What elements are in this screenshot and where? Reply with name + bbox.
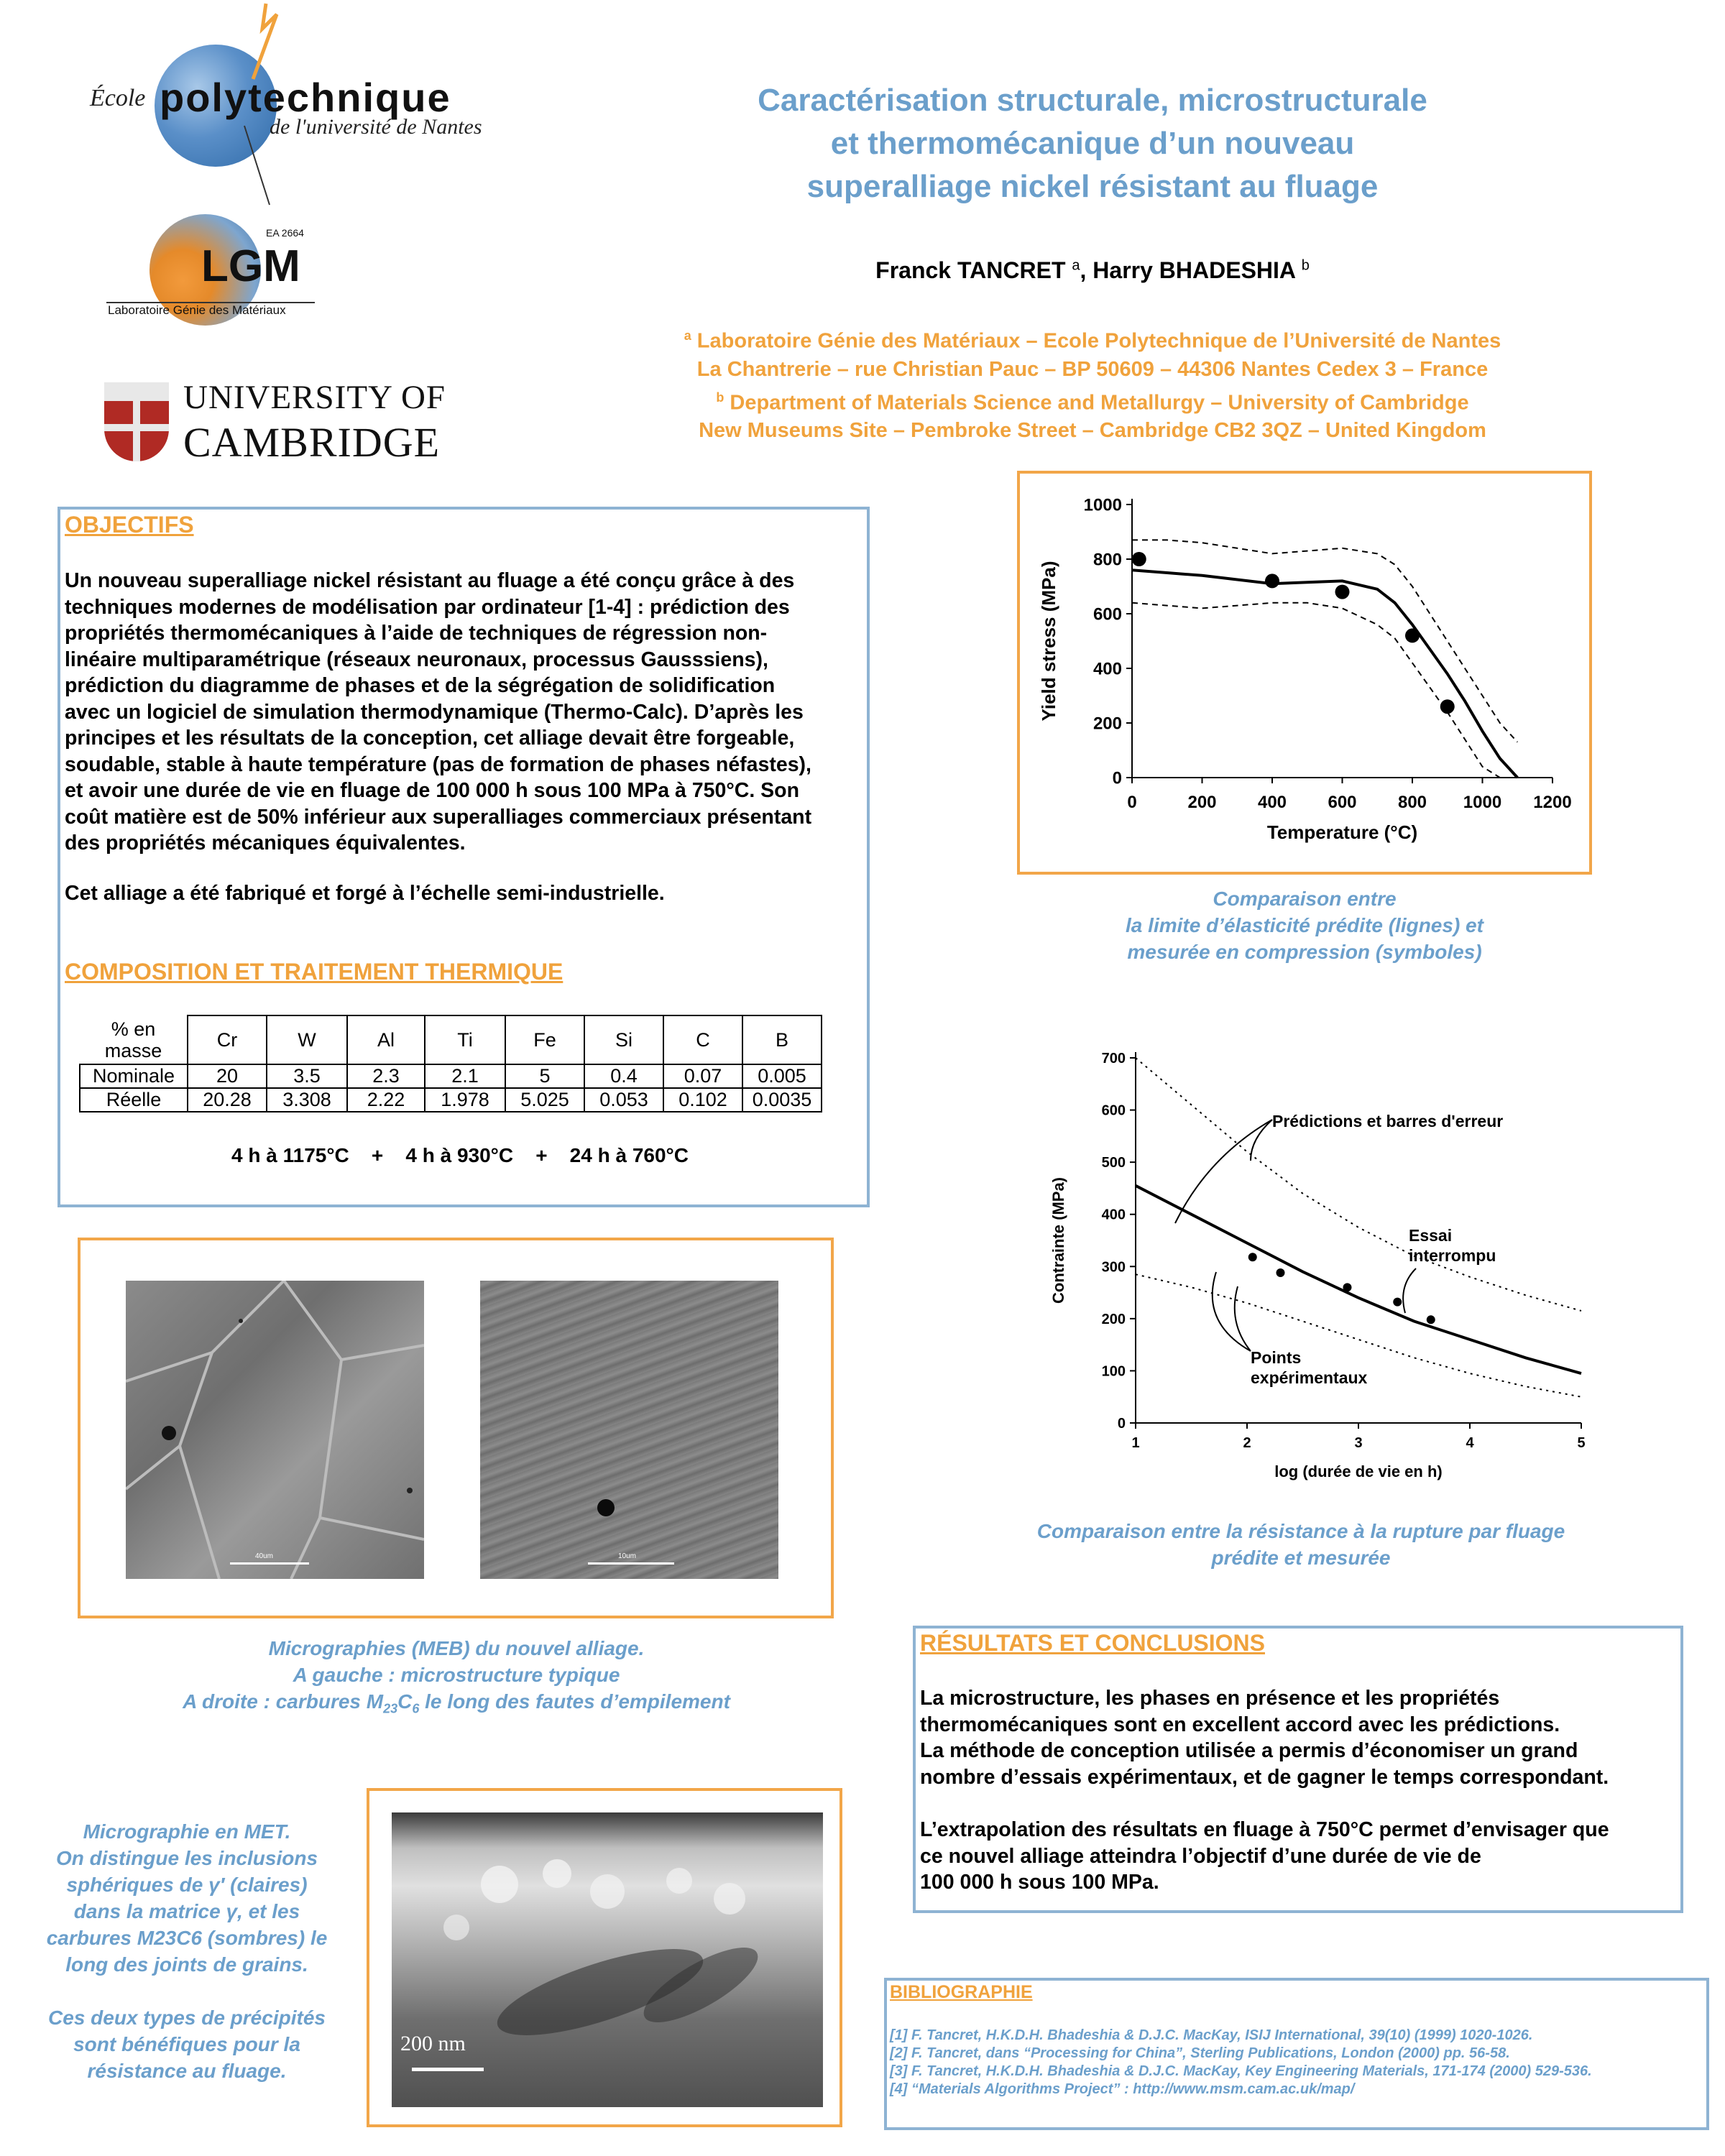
reference-item: [4] “Materials Algorithms Project” : http://www.msm.cam.ac.uk/map/ (890, 2081, 1355, 2097)
creep-rupture-chart (1035, 1035, 1596, 1495)
caption-line: long des joints de grains. (65, 1953, 308, 1976)
y-tick-label: 400 (1092, 659, 1122, 679)
caption-line: sont bénéfiques pour la (73, 2033, 300, 2055)
author-name: Franck TANCRET (875, 257, 1066, 283)
authors (647, 257, 1538, 284)
table-header-cell: B (742, 1015, 822, 1064)
text-line: L’extrapolation des résultats en fluage à 750°C permet d’envisager que (920, 1818, 1609, 1841)
y-tick-label: 1000 (1083, 495, 1122, 515)
scale-bar (412, 2068, 484, 2071)
annotation-essai: Essai (1409, 1226, 1453, 1245)
annotation-experimentaux: expérimentaux (1251, 1368, 1368, 1387)
x-tick-label: 400 (1257, 793, 1287, 812)
sem-micrograph-right (480, 1281, 778, 1579)
series-line-upper-bound (1136, 1058, 1581, 1311)
author-name: Harry BHADESHIA (1092, 257, 1295, 283)
x-tick-label: 2 (1243, 1435, 1251, 1451)
y-axis-label: Contrainte (MPa) (1049, 1177, 1067, 1304)
x-tick-label: 800 (1397, 793, 1427, 812)
y-tick-label: 200 (1092, 714, 1122, 734)
y-tick-label: 200 (1101, 1311, 1126, 1327)
annotation-interrompu: interrompu (1409, 1246, 1496, 1265)
text-line: thermomécaniques sont en excellent accord avec les prédictions. (920, 1713, 1560, 1736)
scale-label: 200 nm (400, 2032, 466, 2055)
lgm-logo-main: LGM (201, 241, 300, 291)
text-line: La méthode de conception utilisée a permis d’économiser un grand (920, 1739, 1578, 1762)
table-header-row (80, 1015, 822, 1064)
cambridge-shield-icon (104, 382, 169, 461)
data-point (1343, 1283, 1352, 1291)
table-cell: 0.005 (742, 1064, 822, 1088)
table-cell: 2.3 (347, 1064, 425, 1088)
text-line: des propriétés mécaniques équivalentes. (65, 831, 466, 854)
caption-line: A gauche : microstructure typique (293, 1664, 620, 1686)
author-sup: b (1301, 257, 1310, 274)
yield-stress-chart (1021, 474, 1588, 871)
yield-chart-caption (1028, 885, 1581, 965)
heat-treatment: 4 h à 1175°C + 4 h à 930°C + 24 h à 760°C (231, 1144, 689, 1166)
affiliation-line: $^a$ Laboratoire Génie des Matériaux – Ecole Polytechnique de l’Université de Nantes (684, 328, 1501, 353)
caption-line: sphériques de γ′ (claires) (66, 1874, 308, 1896)
resultats-title: RÉSULTATS ET CONCLUSIONS (920, 1630, 1265, 1656)
series-line-prediction (1136, 1186, 1581, 1373)
data-point (1276, 1268, 1285, 1277)
table-header-first: % en masse (80, 1015, 188, 1064)
data-point (1248, 1253, 1257, 1261)
x-tick-label: 1200 (1533, 793, 1572, 812)
table-cell: 2.1 (425, 1064, 505, 1088)
sem-caption (108, 1635, 805, 1723)
data-point (1335, 585, 1350, 599)
objectifs-title: OBJECTIFS (65, 512, 194, 538)
text-line: 100 000 h sous 100 MPa. (920, 1871, 1159, 1894)
y-tick-label: 400 (1101, 1207, 1126, 1223)
affiliation-sup: b (716, 390, 724, 405)
x-axis-label: Temperature (°C) (1266, 821, 1418, 843)
data-point (1427, 1315, 1435, 1324)
caption-line: la limite d’élasticité prédite (lignes) et (1126, 914, 1484, 936)
table-cell: 0.0035 (742, 1088, 822, 1112)
poly-logo-sub: de l'université de Nantes (270, 115, 482, 139)
series-line-prediction (1132, 570, 1517, 778)
table-cell: 20 (188, 1064, 267, 1088)
tem-micrograph (392, 1812, 823, 2107)
text-line: Un nouveau superalliage nickel résistant au fluage a été conçu grâce à des (65, 569, 795, 592)
text-line: La microstructure, les phases en présence et les propriétés (920, 1687, 1500, 1710)
scale-label: 40um (255, 1552, 274, 1560)
y-tick-label: 100 (1101, 1363, 1126, 1380)
caption-line: carbures M23C6 (sombres) le (46, 1927, 328, 1949)
title-line: Caractérisation structurale, microstructurale (758, 83, 1427, 118)
composition-table (79, 1015, 822, 1112)
x-tick-label: 5 (1577, 1435, 1586, 1451)
text-line: soudable, stable à haute température (pas de formation de phases néfastes), (65, 752, 811, 776)
author-sup: a (1072, 257, 1080, 274)
caption-line: Comparaison entre (1213, 888, 1397, 910)
data-point (1265, 573, 1279, 588)
caption-line: résistance au fluage. (87, 2060, 287, 2082)
annotation-predictions: Prédictions et barres d'erreur (1272, 1112, 1504, 1130)
caption-line: On distingue les inclusions (55, 1847, 318, 1869)
table-cell: 0.053 (584, 1088, 663, 1112)
caption-line: Micrographie en MET. (83, 1820, 291, 1843)
y-tick-label: 800 (1092, 550, 1122, 570)
resultats-para1 (920, 1685, 1678, 1790)
affiliation-line: La Chantrerie – rue Christian Pauc – BP 50609 – 44306 Nantes Cedex 3 – France (696, 357, 1489, 381)
table-cell: 3.308 (267, 1088, 347, 1112)
lgm-logo-sub: Laboratoire Génie des Matériaux (108, 303, 286, 317)
y-tick-label: 700 (1101, 1051, 1126, 1067)
y-tick-label: 600 (1101, 1102, 1126, 1119)
x-tick-label: 3 (1354, 1435, 1363, 1451)
objectifs-para1 (65, 568, 862, 857)
x-tick-label: 200 (1187, 793, 1217, 812)
caption-line: Ces deux types de précipités (48, 2007, 326, 2029)
table-cell: 5.025 (505, 1088, 584, 1112)
grain-boundaries (126, 1281, 424, 1579)
caption-line: Comparaison entre la résistance à la rupture par fluage (1036, 1520, 1565, 1542)
text-line: principes et les résultats de la conception, cet alliage devait être forgeable, (65, 727, 795, 750)
table-cell: 1.978 (425, 1088, 505, 1112)
series-line-upper-bound (1132, 540, 1517, 742)
table-row (80, 1064, 822, 1088)
objectifs-para2: Cet alliage a été fabriqué et forgé à l’échelle semi-industrielle. (65, 882, 665, 905)
text-line: prédiction du diagramme de phases et de la ségrégation de solidification (65, 674, 776, 697)
table-cell: 20.28 (188, 1088, 267, 1112)
bibliographie-title: BIBLIOGRAPHIE (890, 1982, 1033, 2002)
text-line: nombre d’essais expérimentaux, et de gagner le temps correspondant. (920, 1765, 1609, 1789)
series-line-lower-bound (1132, 603, 1517, 778)
annotation-points: Points (1251, 1348, 1302, 1367)
caption-line: mesurée en compression (symboles) (1127, 941, 1482, 963)
y-tick-label: 600 (1092, 604, 1122, 625)
data-point (1132, 552, 1146, 566)
affiliation-sup: a (684, 328, 691, 343)
text-line: linéaire multiparamétrique (réseaux neuronaux, processus Gausssiens), (65, 648, 768, 671)
annotation-leader (1213, 1272, 1251, 1351)
table-row-label: Nominale (80, 1064, 188, 1088)
table-header-cell: W (267, 1015, 347, 1064)
x-tick-label: 0 (1127, 793, 1137, 812)
y-tick-label: 0 (1112, 768, 1122, 788)
cambridge-logo-line2: CAMBRIDGE (183, 419, 441, 466)
text-line: et avoir une durée de vie en fluage de 100 000 h sous 100 MPa à 750°C. Son (65, 779, 799, 802)
data-point (1440, 699, 1455, 714)
text-line: propriétés thermomécaniques à l’aide de techniques de régression non- (65, 622, 768, 645)
scale-bar (588, 1562, 674, 1565)
table-cell: 0.07 (663, 1064, 742, 1088)
text-line: avec un logiciel de simulation thermodynamique (Thermo-Calc). D’après les (65, 700, 804, 724)
text-line: ce nouvel alliage atteindra l’objectif d’une durée de vie de (920, 1844, 1481, 1868)
carbide-particle (480, 1281, 778, 1579)
sem-micrograph-left (126, 1281, 424, 1579)
tem-features (392, 1812, 823, 2107)
reference-item: [1] F. Tancret, H.K.D.H. Bhadeshia & D.J.C. MacKay, ISIJ International, 39(10) (1999) 1020-1026. (890, 2027, 1533, 2043)
text-line: techniques modernes de modélisation par ordinateur [1-4] : prédiction des (65, 595, 790, 619)
table-cell: 2.22 (347, 1088, 425, 1112)
caption-line: dans la matrice γ, et les (73, 1900, 300, 1922)
caption-line: prédite et mesurée (1211, 1547, 1391, 1569)
table-cell: 0.4 (584, 1064, 663, 1088)
y-tick-label: 300 (1101, 1259, 1126, 1276)
creep-chart-caption (992, 1518, 1610, 1571)
table-cell: 0.102 (663, 1088, 742, 1112)
title-line: superalliage nickel résistant au fluage (806, 169, 1379, 204)
table-header-cell: Al (347, 1015, 425, 1064)
table-header-cell: Si (584, 1015, 663, 1064)
poster-title (647, 79, 1538, 208)
data-point (1405, 628, 1420, 642)
y-axis-label: Yield stress (MPa) (1038, 561, 1059, 722)
poly-logo-ecole: École (90, 85, 146, 111)
author-sep: , (1080, 257, 1093, 283)
data-point (1393, 1298, 1402, 1307)
table-row-label: Réelle (80, 1088, 188, 1112)
scale-label: 10um (618, 1552, 637, 1560)
affiliations (618, 322, 1567, 445)
lgm-logo-ea: EA 2664 (266, 227, 304, 239)
x-tick-label: 1 (1131, 1435, 1140, 1451)
caption-line: Micrographies (MEB) du nouvel alliage. (268, 1637, 645, 1659)
cambridge-logo-line1: UNIVERSITY OF (183, 379, 446, 416)
table-header-cell: Fe (505, 1015, 584, 1064)
reference-item: [3] F. Tancret, H.K.D.H. Bhadeshia & D.J.C. MacKay, Key Engineering Materials, 171-174 (2000) 529-536. (890, 2063, 1592, 2079)
tem-caption (29, 1818, 345, 2084)
table-cell: 5 (505, 1064, 584, 1088)
title-line: et thermomécanique d’un nouveau (830, 126, 1355, 161)
text-line: coût matière est de 50% inférieur aux superalliages commerciaux présentant (65, 805, 812, 829)
y-tick-label: 500 (1101, 1155, 1126, 1171)
x-tick-label: 1000 (1463, 793, 1502, 812)
x-tick-label: 4 (1466, 1435, 1474, 1451)
y-tick-label: 0 (1117, 1416, 1126, 1432)
composition-title: COMPOSITION ET TRAITEMENT THERMIQUE (65, 959, 564, 985)
affiliation-line: New Museums Site – Pembroke Street – Cambridge CB2 3QZ – United Kingdom (699, 419, 1486, 443)
table-cell: 3.5 (267, 1064, 347, 1088)
table-header-cell: C (663, 1015, 742, 1064)
resultats-para2 (920, 1817, 1678, 1896)
x-axis-label: log (durée de vie en h) (1274, 1462, 1443, 1480)
caption-line: A droite : carbures $M_{23}C_6$ le long des fautes d’empilement (183, 1690, 730, 1716)
annotation-leader (1403, 1268, 1416, 1313)
scale-bar (230, 1562, 309, 1565)
table-header-cell: Cr (188, 1015, 267, 1064)
reference-item: [2] F. Tancret, dans “Processing for China”, Sterling Publications, London (2000) pp. 56-58. (890, 2045, 1510, 2061)
annotation-leader (1175, 1120, 1272, 1223)
x-tick-label: 600 (1328, 793, 1357, 812)
table-row (80, 1088, 822, 1112)
bibliographie-list (890, 2027, 1702, 2099)
poly-logo-main: polytechnique (160, 75, 451, 120)
table-header-cell: Ti (425, 1015, 505, 1064)
affiliation-line: $^b$ Department of Materials Science and Metallurgy – University of Cambridge (716, 390, 1469, 415)
